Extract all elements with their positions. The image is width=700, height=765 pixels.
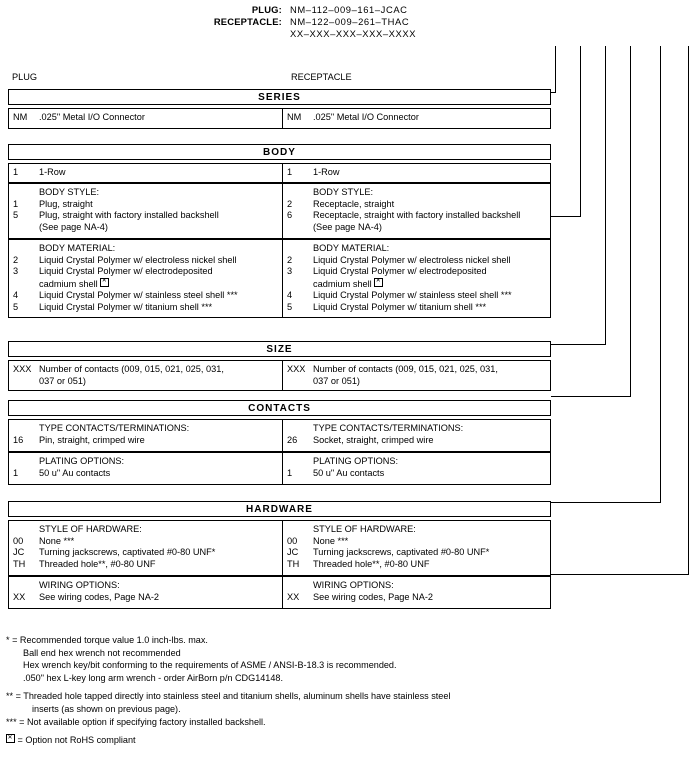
body-material-receptacle-code-1: 2 [287,254,293,265]
footnote-4-text: = Option not RoHS compliant [17,735,136,746]
body-material-plug-title: BODY MATERIAL: [39,243,116,253]
hardware-style-receptacle-row-3 [287,559,546,571]
body-material-receptacle-code-4: 5 [287,301,293,312]
hardware-style-receptacle-code-1: 00 [287,535,298,546]
body-style-plug-row-1 [13,199,279,211]
leader-size [605,46,606,344]
body-material-receptacle-row-4 [287,302,546,314]
hardware-wiring-receptacle [283,577,550,608]
contacts-plating-plug-desc: 50 u" Au contacts [39,467,111,478]
leader-body [580,46,581,216]
box-body-row [8,163,551,183]
leader-hardware [660,46,661,502]
body-row-plug-desc: 1-Row [39,167,66,177]
receptacle-label: RECEPTACLE: [213,16,282,27]
contacts-type-plug-desc: Pin, straight, crimped wire [39,434,145,445]
body-row-receptacle-line [287,167,546,179]
body-material-receptacle-row-3 [287,290,546,302]
plug-part-number-row [196,4,696,16]
banner-body: BODY [8,144,551,160]
contacts-type-receptacle [283,420,550,451]
hardware-wiring-receptacle-code: XX [287,591,300,602]
body-material-plug-code-4: 5 [13,301,19,312]
contacts-type-plug-code: 16 [13,434,24,445]
footnote-1-line-4: .050" hex L-key long arm wrench - order AirBorn p/n CDG14148. [23,672,284,683]
size-plug-row-1 [13,364,279,376]
leader-series [555,46,556,92]
body-material-receptacle [283,240,550,317]
hardware-wiring-plug-row [13,592,279,604]
leader-series-horizontal [551,92,556,93]
hardware-style-receptacle-code-3: TH [287,558,300,569]
size-receptacle-row-2 [287,376,546,388]
body-material-plug-code-2: 3 [13,266,19,277]
body-style-receptacle-code-1: 2 [287,198,293,209]
contacts-plating-plug-code: 1 [13,467,19,478]
body-material-plug-row-3 [13,290,279,302]
series-receptacle-code: NM [287,112,302,122]
body-material-receptacle-row-2b [287,278,546,291]
body-material-plug [9,240,283,317]
hardware-style-plug-code-3: TH [13,558,26,569]
body-style-plug-title: BODY STYLE: [39,187,100,197]
leader-contacts [630,46,631,396]
banner-series: SERIES [8,89,551,105]
series-receptacle-desc: .025" Metal I/O Connector [313,112,419,122]
footnote-4 [6,734,626,747]
box-contacts-type [8,419,551,452]
hardware-style-plug-desc-1: None *** [39,535,75,546]
body-style-receptacle [283,184,550,238]
body-material-plug-code-1: 2 [13,254,19,265]
leader-body-horizontal [551,216,581,217]
contacts-type-receptacle-row [287,435,546,447]
body-material-plug-desc-4: Liquid Crystal Polymer w/ titanium shell *** [39,301,213,312]
body-style-receptacle-code-2: 6 [287,210,293,221]
footnote-1-line-3: Hex wrench key/bit conforming to the requirements of ASME / ANSI-B-18.3 is recommended. [23,660,397,671]
size-plug-desc-1: Number of contacts (009, 015, 021, 025, 031, [39,364,224,374]
size-plug-code: XXX [13,364,32,374]
body-style-plug-row-2 [13,210,279,222]
body-material-plug-row-2b [13,278,279,291]
footnote-1-line-2: Ball end hex wrench not recommended [23,647,181,658]
hardware-style-plug-desc-3: Threaded hole**, #0-80 UNF [39,558,156,569]
size-receptacle [283,361,550,390]
hardware-style-plug-code-1: 00 [13,535,24,546]
hardware-wiring-plug-code: XX [13,591,26,602]
leader-size-horizontal [551,344,606,345]
part-number-header [196,4,696,40]
contacts-plating-plug [9,453,283,484]
body-material-plug-desc-3: Liquid Crystal Polymer w/ stainless steel shell *** [39,290,238,301]
hardware-style-plug-row-3 [13,559,279,571]
series-plug-code: NM [13,112,28,122]
body-material-plug-row-2 [13,266,279,278]
leader-wiring-horizontal [551,574,689,575]
body-style-receptacle-desc-1: Receptacle, straight [313,198,395,209]
leader-hardware-horizontal [551,502,661,503]
leader-contacts-horizontal [551,396,631,397]
column-heading-receptacle: RECEPTACLE [291,72,352,82]
rohs-icon [6,734,15,743]
contacts-type-plug-title: TYPE CONTACTS/TERMINATIONS: [39,423,190,433]
contacts-plating-receptacle-row [287,468,546,480]
hardware-wiring-receptacle-row [287,592,546,604]
box-hardware-style [8,520,551,576]
box-series [8,108,551,129]
hardware-style-receptacle-desc-3: Threaded hole**, #0-80 UNF [313,558,430,569]
hardware-style-receptacle-desc-1: None *** [313,535,349,546]
body-style-plug-note: (See page NA-4) [39,221,108,232]
size-plug-desc-2: 037 or 051) [39,375,86,386]
size-receptacle-desc-1: Number of contacts (009, 015, 021, 025, 031, [313,364,498,374]
body-style-receptacle-row-2 [287,210,546,222]
body-style-plug-desc-2: Plug, straight with factory installed backshell [39,210,219,221]
footnote-2-line-2: inserts (as shown on previous page). [32,703,181,714]
body-row-plug [9,164,283,182]
body-style-receptacle-row-1 [287,199,546,211]
body-material-plug-desc-1: Liquid Crystal Polymer w/ electroless nickel shell [39,254,237,265]
contacts-plating-receptacle [283,453,550,484]
banner-size: SIZE [8,341,551,357]
series-receptacle-row [287,112,546,124]
body-material-receptacle-code-3: 4 [287,290,293,301]
receptacle-part-number: NM–122–009–261–THAC [290,16,410,27]
hardware-wiring-receptacle-desc: See wiring codes, Page NA-2 [313,591,434,602]
body-material-receptacle-desc-1: Liquid Crystal Polymer w/ electroless nickel shell [313,254,511,265]
size-plug-row-2 [13,376,279,388]
contacts-type-receptacle-title: TYPE CONTACTS/TERMINATIONS: [313,423,464,433]
body-material-receptacle-row-2 [287,266,546,278]
body-row-plug-line [13,167,279,179]
hardware-wiring-plug-title: WIRING OPTIONS: [39,580,120,590]
hardware-style-plug-row-2 [13,547,279,559]
body-row-plug-code: 1 [13,167,19,177]
size-plug [9,361,283,390]
body-material-plug-row-1 [13,255,279,267]
plug-label: PLUG: [251,4,282,15]
body-material-plug-code-3: 4 [13,290,19,301]
contacts-plating-receptacle-desc: 50 u" Au contacts [313,467,385,478]
box-body-style [8,183,551,239]
footnotes [6,634,626,747]
hardware-wiring-plug [9,577,283,608]
hardware-style-plug [9,521,283,575]
body-material-receptacle-code-2b [287,278,313,291]
hardware-style-plug-desc-2: Turning jackscrews, captivated #0-80 UNF* [39,547,216,558]
leader-wiring [688,46,689,574]
hardware-style-plug-title: STYLE OF HARDWARE: [39,524,142,534]
column-heading-plug: PLUG [12,72,38,82]
body-material-plug-row-4 [13,302,279,314]
body-style-plug [9,184,283,238]
receptacle-part-number-row [196,16,696,28]
hardware-style-receptacle-desc-2: Turning jackscrews, captivated #0-80 UNF* [313,547,490,558]
contacts-plating-plug-row [13,468,279,480]
size-receptacle-desc-2: 037 or 051) [313,375,360,386]
series-plug [9,109,283,128]
hardware-style-receptacle [283,521,550,575]
hardware-wiring-plug-desc: See wiring codes, Page NA-2 [39,591,160,602]
banner-contacts: CONTACTS [8,400,551,416]
contacts-plating-receptacle-title: PLATING OPTIONS: [313,456,399,466]
size-receptacle-row-1 [287,364,546,376]
body-material-plug-desc-2b: cadmium shell [39,278,98,289]
hardware-style-receptacle-row-1 [287,536,546,548]
body-material-receptacle-code-2: 3 [287,266,293,277]
body-material-plug-code-2b [13,278,39,291]
contacts-plating-receptacle-code: 1 [287,467,293,478]
contacts-type-plug [9,420,283,451]
plug-part-number: NM–112–009–161–JCAC [290,4,408,15]
body-material-receptacle-row-1 [287,255,546,267]
body-style-receptacle-desc-2: Receptacle, straight with factory installed backshell [313,210,521,221]
body-row-receptacle-desc: 1-Row [313,167,340,177]
body-style-receptacle-note: (See page NA-4) [313,221,382,232]
box-contacts-plating [8,452,551,485]
body-row-receptacle-code: 1 [287,167,293,177]
hardware-style-plug-row-1 [13,536,279,548]
hardware-wiring-receptacle-title: WIRING OPTIONS: [313,580,394,590]
box-size [8,360,551,391]
series-plug-row [13,112,279,124]
body-material-receptacle-desc-2: Liquid Crystal Polymer w/ electrodeposited [313,266,487,277]
body-material-receptacle-title: BODY MATERIAL: [313,243,390,253]
contacts-type-receptacle-desc: Socket, straight, crimped wire [313,434,434,445]
contacts-plating-plug-title: PLATING OPTIONS: [39,456,125,466]
banner-hardware: HARDWARE [8,501,551,517]
contacts-type-plug-row [13,435,279,447]
footnote-1-line-1: * = Recommended torque value 1.0 inch-lbs. max. [6,635,208,645]
body-row-receptacle [283,164,550,182]
contacts-type-receptacle-code: 26 [287,434,298,445]
part-number-template: XX–XXX–XXX–XXX–XXXX [290,28,417,39]
hardware-style-receptacle-row-2 [287,547,546,559]
footnote-2-line-1: ** = Threaded hole tapped directly into stainless steel and titanium shells, aluminum shells have stainless steel [6,691,451,702]
box-body-material [8,239,551,318]
series-receptacle [283,109,550,128]
body-material-receptacle-desc-4: Liquid Crystal Polymer w/ titanium shell *** [313,301,487,312]
series-plug-desc: .025" Metal I/O Connector [39,112,145,122]
hardware-style-receptacle-code-2: JC [287,547,299,558]
rohs-icon [374,278,383,287]
size-receptacle-code: XXX [287,364,306,374]
body-style-plug-desc-1: Plug, straight [39,198,93,209]
hardware-style-receptacle-title: STYLE OF HARDWARE: [313,524,416,534]
box-hardware-wiring [8,576,551,609]
body-material-plug-desc-2: Liquid Crystal Polymer w/ electrodeposited [39,266,213,277]
footnote-3: *** = Not available option if specifying factory installed backshell. [6,716,266,727]
body-style-plug-code-2: 5 [13,210,19,221]
body-style-plug-code-1: 1 [13,198,19,209]
body-material-receptacle-desc-3: Liquid Crystal Polymer w/ stainless steel shell *** [313,290,512,301]
body-style-receptacle-title: BODY STYLE: [313,187,374,197]
body-material-receptacle-desc-2b: cadmium shell [313,278,372,289]
hardware-style-plug-code-2: JC [13,547,25,558]
rohs-icon [100,278,109,287]
